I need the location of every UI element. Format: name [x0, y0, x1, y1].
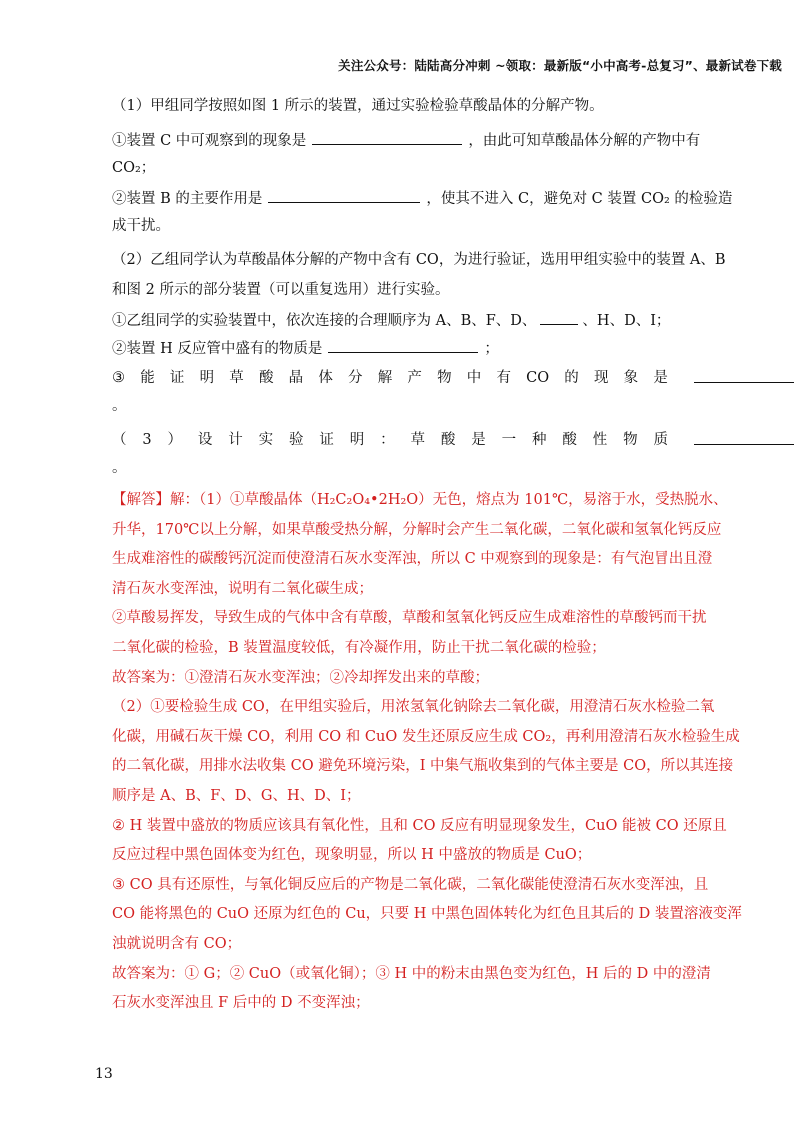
q1-b-pre: ②装置 B 的主要作用是: [112, 191, 263, 207]
q2-intro2: 和图 2 所示的部分装置（可以重复选用）进行实验。: [112, 282, 450, 298]
q1-a-tail: CO₂；: [112, 160, 156, 176]
q2-c-char: 中: [466, 370, 482, 386]
answer-line: CO 能将黑色的 CuO 还原为红色的 Cu，只要 H 中黑色固体转化为红色且其后的 D 装置溶液变浑: [112, 906, 742, 923]
q2-b-blank[interactable]: [328, 338, 478, 353]
q2-c-char: CO: [526, 370, 550, 386]
q2-c-char: 物: [437, 370, 452, 386]
q2-a-post: 、H、D、I；: [582, 313, 671, 329]
q3-char: 实: [258, 432, 274, 448]
q2-c-char: 明: [199, 370, 215, 386]
q2-c-tail: 。: [112, 398, 127, 414]
q2-intro: （2）乙组同学认为草酸晶体分解的产物中含有 CO，为进行验证，选用甲组实验中的装置 A、B: [112, 252, 726, 268]
q2-c-char: 晶: [288, 370, 304, 386]
q2-c-char: 的: [564, 370, 579, 386]
q2-c-char: 现: [593, 370, 609, 386]
answer-line: 顺序是 A、B、F、D、G、H、D、I；: [112, 788, 361, 804]
answer-line: 【解答】解：（1）①草酸晶体（H₂C₂O₄•2H₂O）无色，熔点为 101℃，易溶于水，受热脱水、: [112, 492, 728, 508]
q3-char: 计: [228, 432, 243, 448]
q3-char: 验: [288, 432, 304, 448]
answer-line: （2）①要检验生成 CO，在甲组实验后，用浓氢氧化钠除去二氧化碳，用澄清石灰水检验二氧: [112, 699, 715, 716]
q2-c-char: 有: [496, 370, 511, 386]
q3-char: 设: [197, 432, 213, 448]
q1-a-post: ，由此可知草酸晶体分解的产物中有: [468, 133, 701, 149]
q3-char: ：: [380, 432, 395, 448]
answer-line: 故答案为：①澄清石灰水变浑浊；②冷却挥发出来的草酸；: [112, 669, 489, 686]
q3-tail: 。: [112, 460, 127, 476]
q2-b-pre: ②装置 H 反应管中盛有的物质是: [112, 341, 323, 357]
q2-c-blank-wrap: [694, 368, 794, 389]
answer-line: ② H 装置中盛放的物质应该具有氧化性，且和 CO 反应有明显现象发生，CuO 能被 CO 还原且: [112, 817, 727, 834]
q1-b-tail: 成干扰。: [112, 218, 170, 234]
answer-line: 石灰水变浑浊且 F 后中的 D 不变浑浊；: [112, 995, 370, 1012]
q3-char: 证: [319, 432, 334, 448]
q2-c-char: 象: [623, 370, 639, 386]
q3-char: 质: [653, 432, 668, 448]
answer-line: ②草酸易挥发，导致生成的气体中含有草酸，草酸和氢氧化钙反应生成难溶性的草酸钙而干扰: [112, 610, 707, 627]
q2-a-pre: ①乙组同学的实验装置中，依次连接的合理顺序为 A、B、F、D、: [112, 313, 537, 329]
q3-char: ）: [167, 432, 182, 448]
q2-c-char: 证: [169, 370, 185, 386]
q2-c: [112, 368, 668, 388]
page-header: 关注公众号：陆陆高分冲刺 ~领取：最新版“小中高考-总复习”、最新试卷下载: [338, 58, 782, 73]
answer-line: 清石灰水变浑浊，说明有二氧化碳生成；: [112, 580, 373, 597]
q2-c-char: ③: [112, 370, 125, 386]
q2-c-char: 是: [653, 370, 668, 386]
q2-c-char: 体: [318, 370, 333, 386]
q2-b-post: ；: [484, 341, 499, 357]
q3-char: 物: [623, 432, 638, 448]
q1-b-blank[interactable]: [268, 188, 420, 203]
q3-char: 酸: [440, 432, 456, 448]
q3-text: [112, 430, 668, 450]
q2-c-char: 解: [377, 370, 393, 386]
q3-char: 明: [349, 432, 365, 448]
q2-c-char: 酸: [258, 370, 274, 386]
q1-a-pre: ①装置 C 中可观察到的现象是: [112, 133, 307, 149]
q2-c-char: 分: [348, 370, 363, 386]
answer-line: 二氧化碳的检验，B 装置温度较低，有冷凝作用，防止干扰二氧化碳的检验；: [112, 640, 606, 656]
answer-line: 生成难溶性的碳酸钙沉淀而使澄清石灰水变浑浊，所以 C 中观察到的现象是：有气泡冒出且澄: [112, 551, 713, 568]
q3-char: 性: [592, 432, 608, 448]
q3-blank-wrap: [694, 430, 794, 451]
q3-char: （: [112, 432, 127, 448]
q2-b: [112, 338, 499, 359]
page-number: 13: [95, 1066, 113, 1082]
q3-char: 种: [531, 432, 547, 448]
q1-a-blank[interactable]: [312, 130, 462, 145]
answer-line: 升华，170℃以上分解，如果草酸受热分解，分解时会产生二氧化碳，二氧化碳和氢氧化钙反应: [112, 521, 722, 538]
q1-b-post: ，使其不进入 C，避免对 C 装置 CO₂ 的检验造: [426, 191, 733, 207]
q1-b: [112, 188, 732, 209]
q3-blank[interactable]: [694, 430, 794, 445]
q3-char: 3: [142, 432, 152, 448]
q1-a: [112, 130, 700, 151]
answer-line: 反应过程中黑色固体变为红色，现象明显，所以 H 中盛放的物质是 CuO；: [112, 847, 592, 864]
q2-a: [112, 310, 670, 331]
q2-c-text: [112, 368, 668, 388]
q3-char: 酸: [562, 432, 577, 448]
q2-c-char: 能: [140, 370, 155, 386]
q3-char: 是: [471, 432, 486, 448]
q2-c-char: 草: [229, 370, 244, 386]
answer-line: 的二氧化碳，用排水法收集 CO 避免环境污染，I 中集气瓶收集到的气体主要是 CO，所以其连接: [112, 758, 734, 775]
q2-c-char: 产: [407, 370, 422, 386]
answer-line: 故答案为：① G；② CuO（或氧化铜）；③ H 中的粉末由黑色变为红色，H 后的 D 中的澄清: [112, 965, 711, 982]
q1-intro: （1）甲组同学按照如图 1 所示的装置，通过实验检验草酸晶体的分解产物。: [112, 98, 604, 114]
answer-line: 化碳，用碱石灰干燥 CO，利用 CO 和 CuO 发生还原反应生成 CO₂，再利用澄清石灰水检验生成: [112, 728, 740, 745]
answer-line: ③ CO 具有还原性，与氧化铜反应后的产物是二氧化碳，二氧化碳能使澄清石灰水变浑浊，且: [112, 876, 709, 893]
answer-line: 浊就说明含有 CO；: [112, 936, 242, 952]
q3-char: 一: [501, 432, 517, 448]
q2-a-blank[interactable]: [540, 310, 578, 325]
q3-line: [112, 430, 668, 450]
q3-char: 草: [410, 432, 425, 448]
q2-c-blank[interactable]: [694, 368, 794, 383]
